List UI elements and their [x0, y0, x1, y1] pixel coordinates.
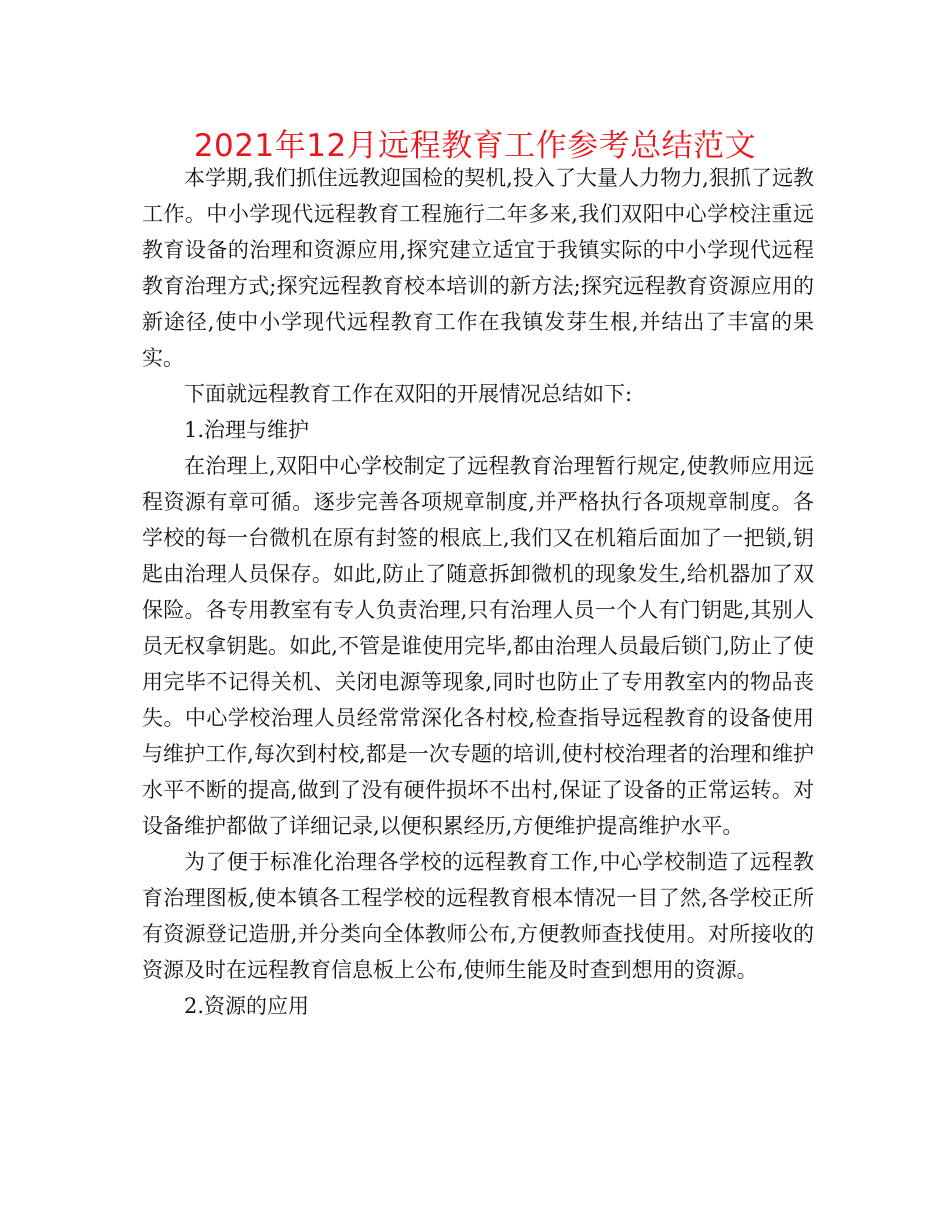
summary-lead-paragraph: 下面就远程教育工作在双阳的开展情况总结如下: [184, 382, 633, 406]
section-heading-management: 1.治理与维护 [184, 418, 310, 442]
intro-paragraph: 本学期,我们抓住远教迎国检的契机,投入了大量人力物力,狠抓了远教工作。中小学现代远程教育工程施行二年多来,我们双阳中心学校注重远教育设备的治理和资源应用,探究建立适宜于我镇实际的中小学现代远程教育治理方式;探究远程教育校本培训的新方法;探究远程教育资源应用的新途径,使中小学现代远程教育工作在我镇发芽生根,并结出了丰富的果实。 [142, 166, 814, 370]
management-paragraph: 在治理上,双阳中心学校制定了远程教育治理暂行规定,使教师应用远程资源有章可循。逐步完善各项规章制度,并严格执行各项规章制度。各学校的每一台微机在原有封签的根底上,我们又在机箱后面加了一把锁,钥匙由治理人员保存。如此,防止了随意拆卸微机的现象发生,给机器加了双保险。各专用教室有专人负责治理,只有治理人员一个人有门钥匙,其别人员无权拿钥匙。如此,不管是谁使用完毕,都由治理人员最后锁门,防止了使用完毕不记得关机、关闭电源等现象,同时也防止了专用教室内的物品丧失。中心学校治理人员经常常深化各村校,检查指导远程教育的设备使用与维护工作,每次到村校,都是一次专题的培训,使村校治理者的治理和维护水平不断的提高,做到了没有硬件损坏不出村,保证了设备的正常运转。对设备维护都做了详细记录,以便积累经历,方便维护提高维护水平。 [142, 454, 814, 838]
document-body [142, 160, 814, 1024]
standardization-paragraph: 为了便于标准化治理各学校的远程教育工作,中心学校制造了远程教育治理图板,使本镇各工程学校的远程教育根本情况一目了然,各学校正所有资源登记造册,并分类向全体教师公布,方便教师查找使用。对所接收的资源及时在远程教育信息板上公布,使师生能及时查到想用的资源。 [142, 850, 814, 982]
document-title: 2021年12月远程教育工作参考总结范文 [193, 128, 757, 164]
section-heading-resource-application: 2.资源的应用 [184, 994, 310, 1018]
